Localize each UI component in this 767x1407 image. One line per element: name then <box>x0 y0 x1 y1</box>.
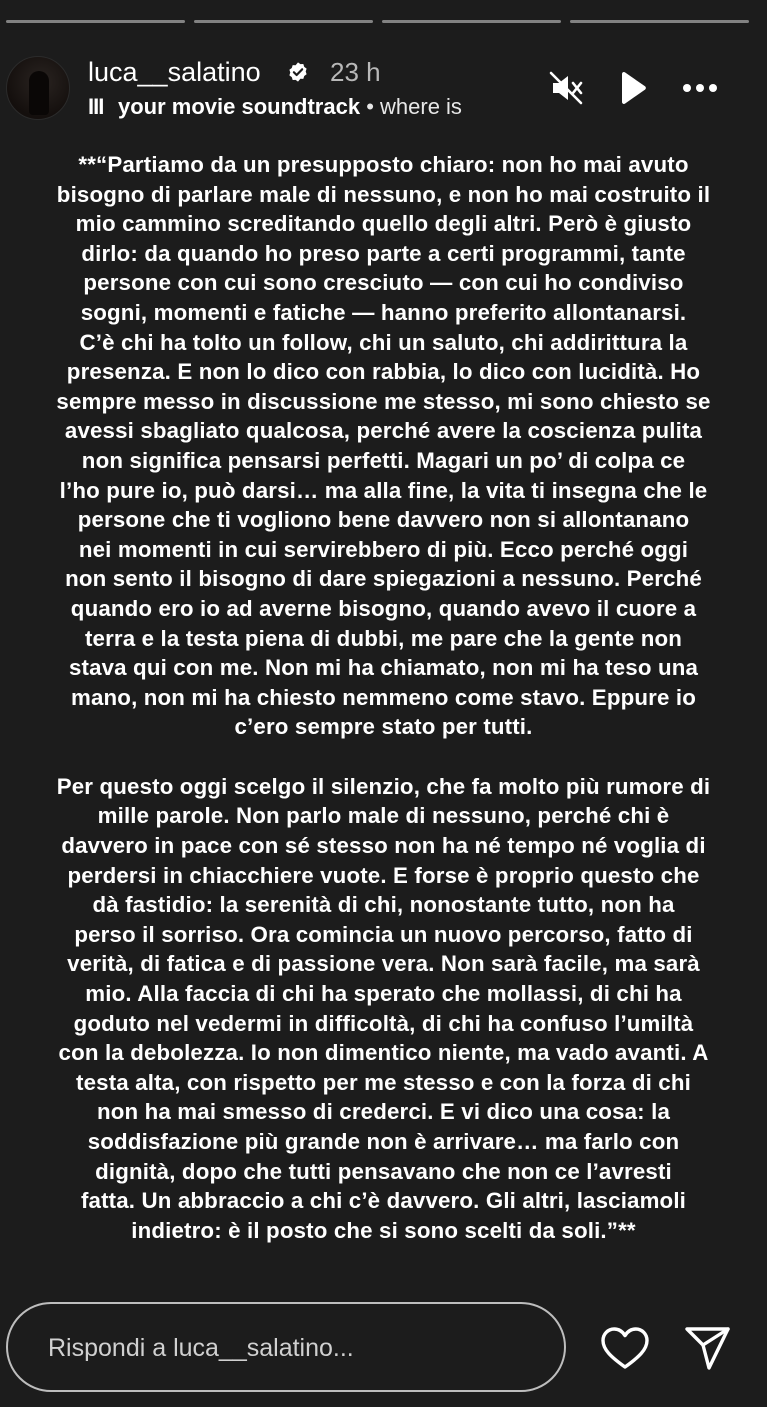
progress-segment <box>570 20 749 23</box>
music-track-title: your movie soundtrack <box>118 94 361 119</box>
progress-segment <box>382 20 561 23</box>
reply-input[interactable] <box>6 1302 566 1392</box>
music-attribution[interactable] <box>88 92 516 122</box>
music-artist: • where is <box>360 94 462 119</box>
play-button[interactable] <box>612 68 652 108</box>
play-icon <box>612 68 652 108</box>
speaker-muted-icon <box>547 68 587 108</box>
mute-button[interactable] <box>547 68 587 108</box>
story-paragraph: Per questo oggi scelgo il silenzio, che fa molto più rumore di mille parole. Non parlo male di nessuno, perché chi è davvero in pace con sé stesso non ha né tempo né voglia di perdersi in chiacchiere vuote. E forse è proprio questo che dà fastidio: la serenità di chi, nonostante tutto, non ha perso il sorriso. Ora comincia un nuovo percorso, fatto di verità, di fatica e di passione vera. Non sarà facile, ma sarà mio. Alla faccia di chi ha sperato che mollassi, di chi ha goduto nel vedermi in difficoltà, di chi ha confuso l’umiltà con la debolezza. Io non dimentico niente, ma vado avanti. A testa alta, con rispetto per me stesso e con la forza di chi non ha mai smesso di crederci. E vi dico una cosa: la soddisfazione più grande non è arrivare… ma farlo con dignità, dopo che tutti pensavano che non ce l’avresti fatta. Un abbraccio a chi c’è davvero. Gli altri, lasciamoli indietro: è il posto che si sono scelti da soli.”** <box>56 773 711 1243</box>
avatar[interactable] <box>6 56 70 120</box>
story-header <box>0 50 767 130</box>
share-button[interactable] <box>683 1324 731 1372</box>
verified-badge-icon <box>287 61 309 83</box>
paper-plane-icon <box>683 1324 731 1372</box>
post-time: 23 h <box>330 57 381 87</box>
username[interactable]: luca__salatino <box>88 57 261 87</box>
progress-segment <box>6 20 185 23</box>
story-paragraph: **“Partiamo da un presupposto chiaro: non ho mai avuto bisogno di parlare male di nessuno, e non ho mai costruito il mio cammino screditando quello degli altri. Però è giusto dirlo: da quando ho preso parte a certi programmi, tante persone con cui sono cresciuto — con cui ho condiviso sogni, momenti e fatiche — hanno preferito allontanarsi. C’è chi ha tolto un follow, chi un saluto, chi addirittura la presenza. E non lo dico con rabbia, lo dico con lucidità. Ho sempre messo in discussione me stesso, mi sono chiesto se avessi sbagliato qualcosa, perché avere la coscienza pulita non significa pensarsi perfetti. Magari un po’ di colpa ce l’ho pure io, può darsi… ma alla fine, la vita ti insegna che le persone che ti vogliono bene davvero non si allontanano nei momenti in cui servirebbero di più. Ecco perché oggi non sento il bisogno di dare spiegazioni a nessuno. Perché quando ero io ad averne bisogno, quando avevo il cuore a terra e la testa piena di dubbi, me pare che la gente non stava qui con me. Non mi ha chiamato, non mi ha teso una mano, non mi ha chiesto nemmeno come stavo. Eppure io c’ero sempre stato per tutti. <box>56 152 711 740</box>
progress-segment <box>194 20 373 23</box>
heart-icon <box>600 1326 650 1372</box>
music-bars-icon: III <box>88 94 104 119</box>
story-progress-bar <box>6 20 749 23</box>
reply-placeholder: Rispondi a luca__salatino... <box>48 1334 354 1362</box>
more-options-button[interactable] <box>680 68 720 108</box>
story-text <box>26 150 741 1245</box>
like-button[interactable] <box>600 1326 650 1372</box>
more-horizontal-icon <box>680 68 720 108</box>
